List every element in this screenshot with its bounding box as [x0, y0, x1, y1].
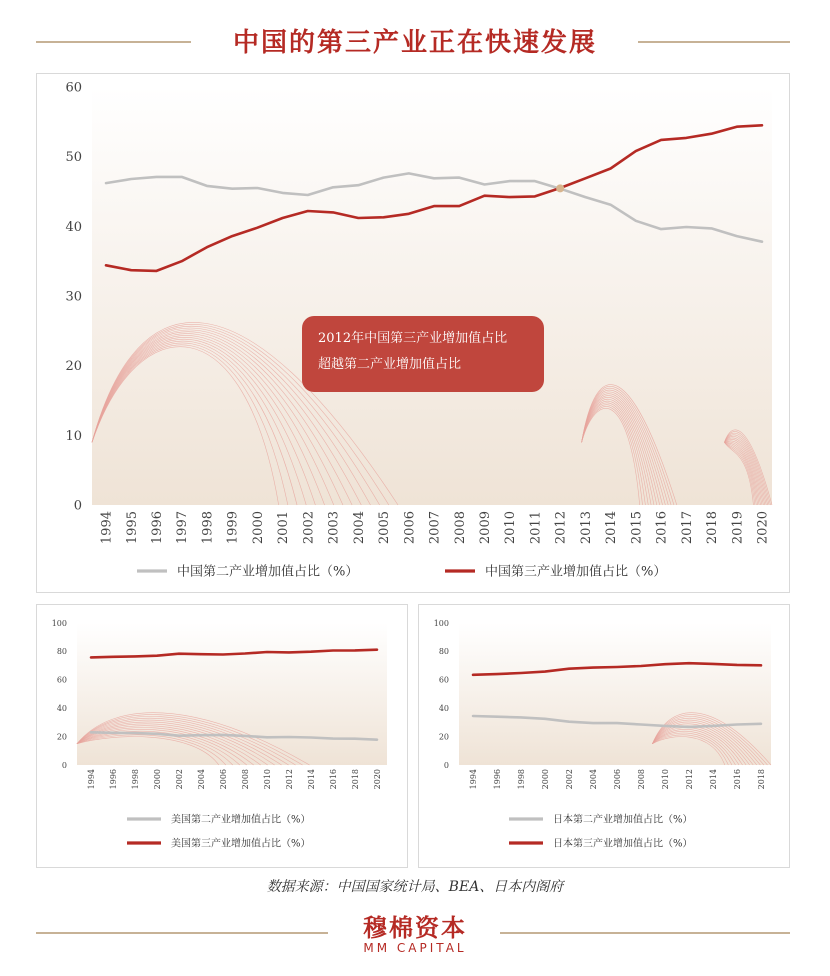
logo-en: MM CAPITAL	[363, 941, 467, 955]
x-tick-label: 2010	[503, 511, 519, 545]
x-tick-label: 2004	[196, 769, 206, 790]
x-tick-label: 2006	[612, 769, 622, 790]
x-tick-label: 2001	[276, 511, 292, 545]
x-tick-label: 1995	[124, 511, 140, 545]
data-source-note: 数据来源：中国国家统计局、BEA、日本内阁府	[266, 879, 564, 895]
x-tick-label: 2000	[152, 769, 162, 790]
x-tick-label: 1997	[175, 511, 191, 545]
x-tick-label: 2008	[240, 769, 250, 790]
x-tick-label: 1994	[86, 769, 96, 790]
x-tick-label: 2000	[540, 769, 550, 790]
x-tick-label: 2004	[351, 511, 367, 545]
x-tick-label: 2002	[174, 769, 184, 790]
y-tick-label: 20	[65, 359, 82, 375]
callout-line-2: 超越第二产业增加值占比	[318, 357, 462, 372]
chart-svg	[419, 605, 789, 867]
annotation-callout	[302, 316, 544, 392]
y-tick-label: 80	[56, 647, 67, 657]
y-tick-label: 0	[443, 760, 449, 770]
us-chart-panel	[36, 604, 408, 868]
x-tick-label: 2006	[218, 769, 228, 790]
x-tick-label: 2008	[452, 511, 468, 545]
x-tick-label: 2009	[478, 511, 494, 545]
legend-label: 中国第三产业增加值占比（%）	[485, 564, 667, 580]
x-tick-label: 2018	[705, 511, 721, 545]
y-tick-label: 40	[438, 704, 449, 713]
y-tick-label: 60	[56, 675, 67, 685]
x-tick-label: 2013	[578, 511, 594, 545]
x-tick-label: 1999	[225, 511, 241, 545]
x-tick-label: 2014	[306, 769, 316, 790]
x-tick-label: 2015	[629, 511, 645, 545]
x-tick-label: 2005	[377, 511, 393, 545]
x-tick-label: 1996	[150, 511, 166, 545]
x-tick-label: 2000	[250, 511, 266, 545]
x-tick-label: 2012	[284, 769, 294, 790]
x-tick-label: 2018	[350, 769, 360, 790]
legend-label: 美国第三产业增加值占比（%）	[171, 838, 311, 850]
x-tick-label: 2007	[427, 511, 443, 545]
x-tick-label: 2012	[553, 511, 569, 545]
plot-area	[459, 623, 771, 765]
x-tick-label: 2020	[755, 511, 771, 545]
x-tick-label: 2019	[730, 511, 746, 545]
x-tick-label: 1994	[99, 511, 115, 545]
y-tick-label: 40	[56, 704, 67, 713]
x-tick-label: 2018	[756, 769, 766, 790]
y-tick-label: 20	[56, 732, 67, 742]
y-tick-label: 30	[65, 289, 82, 305]
title-row	[0, 22, 830, 62]
x-tick-label: 2010	[262, 769, 272, 790]
y-tick-label: 100	[433, 618, 449, 628]
x-tick-label: 2014	[708, 769, 718, 790]
legend-label: 中国第二产业增加值占比（%）	[177, 564, 359, 580]
y-tick-label: 20	[438, 732, 449, 742]
legend-label: 美国第二产业增加值占比（%）	[171, 814, 311, 826]
x-tick-label: 2003	[326, 511, 342, 545]
x-tick-label: 2011	[528, 511, 544, 545]
x-tick-label: 2002	[301, 511, 317, 545]
page-title: 中国的第三产业正在快速发展	[232, 28, 597, 58]
logo-cn: 穆棉资本	[363, 914, 467, 942]
x-tick-label: 1998	[130, 769, 140, 790]
x-tick-label: 2012	[684, 769, 694, 790]
x-tick-label: 1996	[492, 769, 502, 790]
x-tick-label: 2014	[604, 511, 620, 545]
y-tick-label: 10	[65, 428, 82, 444]
y-tick-label: 50	[65, 150, 82, 166]
y-tick-label: 60	[438, 675, 449, 685]
x-tick-label: 1998	[200, 511, 216, 545]
x-tick-label: 2016	[654, 511, 670, 545]
callout-line-1: 2012年中国第三产业增加值占比	[318, 331, 508, 346]
y-tick-label: 0	[73, 498, 82, 514]
x-tick-label: 2020	[372, 769, 382, 790]
crossover-marker	[556, 184, 564, 192]
x-tick-label: 2004	[588, 769, 598, 790]
x-tick-label: 1994	[468, 769, 478, 790]
brand-logo	[0, 908, 830, 955]
y-tick-label: 0	[61, 760, 67, 770]
y-tick-label: 40	[65, 219, 82, 235]
y-tick-label: 100	[51, 618, 67, 628]
y-tick-label: 60	[65, 80, 82, 96]
x-tick-label: 2017	[679, 511, 695, 545]
y-tick-label: 80	[438, 647, 449, 657]
x-tick-label: 2008	[636, 769, 646, 790]
japan-chart-panel	[418, 604, 790, 868]
x-tick-label: 2006	[402, 511, 418, 545]
x-tick-label: 2002	[564, 769, 574, 790]
x-tick-label: 1996	[108, 769, 118, 790]
legend-label: 日本第三产业增加值占比（%）	[553, 838, 693, 850]
x-tick-label: 2010	[660, 769, 670, 790]
x-tick-label: 2016	[732, 769, 742, 790]
x-tick-label: 2016	[328, 769, 338, 790]
plot-area	[92, 87, 772, 505]
x-tick-label: 1998	[516, 769, 526, 790]
chart-svg	[37, 605, 407, 867]
legend-label: 日本第二产业增加值占比（%）	[553, 814, 693, 826]
